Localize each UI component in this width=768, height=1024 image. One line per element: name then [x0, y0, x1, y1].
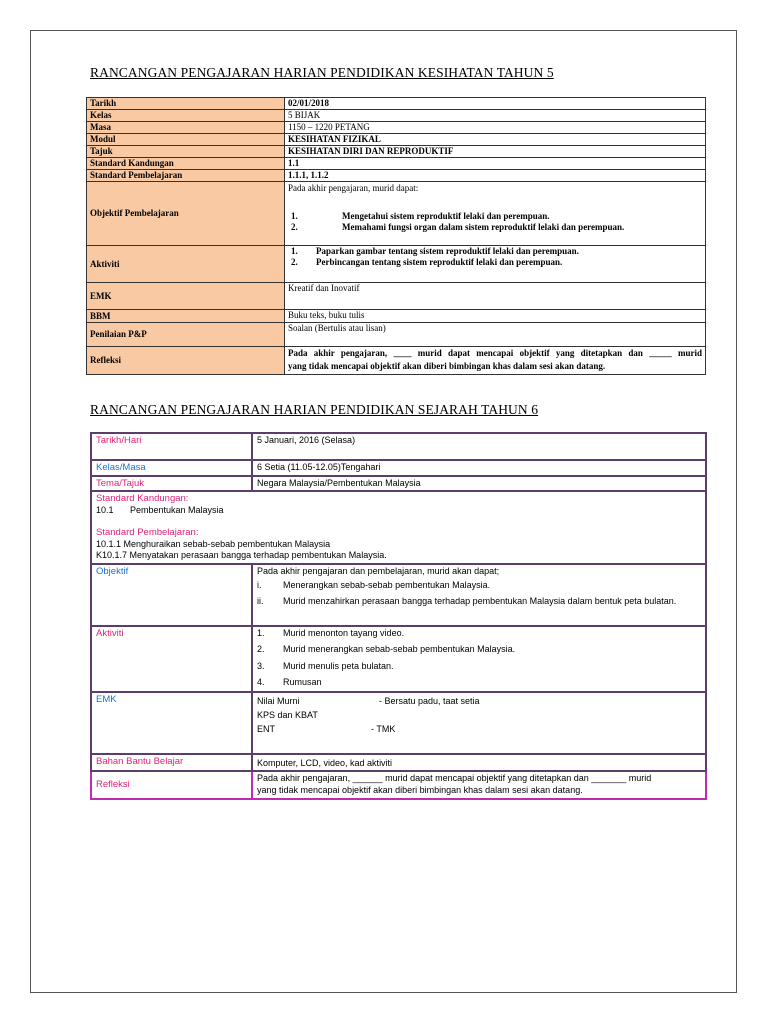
table-row [87, 110, 706, 122]
bahan-bantu-belajar-value: Komputer, LCD, video, kad aktiviti [252, 754, 706, 772]
list-item [257, 596, 701, 608]
nilai-murni-line [257, 694, 701, 708]
tarikh-hari-value: 5 Januari, 2016 (Selasa) [252, 433, 706, 460]
bbm-value: Buku teks, buku tulis [285, 310, 706, 323]
refleksi-line-1: Pada akhir pengajaran, ______ murid dapat mencapai objektif yang ditetapkan dan _______ murid [257, 773, 652, 783]
standard-kandungan-value [96, 505, 701, 517]
list-item [288, 246, 702, 257]
ent-value: - TMK [371, 723, 396, 734]
objektif-intro: Pada akhir pengajaran dan pembelajaran, murid akan dapat; [257, 565, 500, 576]
refleksi-line-2: yang tidak mencapai objektif akan diberi bimbingan khas dalam sesi akan datang. [288, 361, 606, 371]
list-text: Murid menonton tayang video. [283, 627, 405, 638]
list-number: 1. [257, 627, 265, 638]
table-row [87, 146, 706, 158]
list-item [257, 644, 701, 656]
table-row [91, 564, 706, 626]
emk-label: EMK [87, 283, 285, 310]
refleksi-value [285, 347, 706, 375]
refleksi-label: Refleksi [91, 771, 252, 799]
emk-value: Kreatif dan Inovatif [285, 283, 706, 310]
standard-kandungan-label: Standard Kandungan: [96, 493, 189, 504]
list-item [288, 222, 702, 233]
objektif-value [285, 182, 706, 246]
aktiviti-list [257, 628, 701, 689]
standard-pembelajaran-label: Standard Pembelajaran: [96, 527, 199, 538]
list-number: 1. [291, 246, 298, 256]
aktiviti-value [285, 246, 706, 283]
objektif-label: Objektif Pembelajaran [87, 182, 285, 246]
penilaian-label: Penilaian P&P [87, 323, 285, 347]
list-number: 2. [257, 644, 265, 654]
list-text: Murid menulis peta bulatan. [283, 660, 394, 671]
table-row [91, 476, 706, 492]
list-number: i. [257, 580, 262, 590]
table-row [87, 283, 706, 310]
bbm-label: BBM [87, 310, 285, 323]
tarikh-value: 02/01/2018 [285, 98, 706, 110]
sejarah-table [90, 432, 707, 800]
list-item [257, 677, 701, 689]
refleksi-line-1: Pada akhir pengajaran, ____ murid dapat mencapai objektif yang ditetapkan dan _____ murid [288, 348, 702, 358]
modul-value: KESIHATAN FIZIKAL [285, 134, 706, 146]
table-row [91, 626, 706, 692]
list-number: 2. [291, 222, 298, 232]
refleksi-line-2: yang tidak mencapai objektif akan diberi bimbingan khas dalam sesi akan datang. [257, 784, 583, 795]
ent-label: ENT [257, 723, 275, 734]
refleksi-label: Refleksi [87, 347, 285, 375]
objektif-intro: Pada akhir pengajaran, murid dapat: [288, 183, 419, 193]
table-row [91, 692, 706, 754]
table-row [91, 754, 706, 772]
ent-line [257, 722, 701, 736]
aktiviti-value [252, 626, 706, 692]
kelas-value: 5 BIJAK [285, 110, 706, 122]
tajuk-value: KESIHATAN DIRI DAN REPRODUKTIF [285, 146, 706, 158]
list-text: Mengetahui sistem reproduktif lelaki dan perempuan. [342, 211, 550, 221]
list-number: 2. [291, 257, 298, 267]
kps-kbat: KPS dan KBAT [257, 709, 318, 720]
list-item [257, 661, 701, 673]
tema-tajuk-label: Tema/Tajuk [91, 476, 252, 492]
list-item [288, 211, 702, 222]
table-row [87, 122, 706, 134]
table-row [87, 310, 706, 323]
table-row [87, 246, 706, 283]
refleksi-value [252, 771, 706, 799]
list-number: 1. [291, 211, 298, 221]
objektif-list [288, 211, 702, 233]
list-item [257, 628, 701, 640]
standard-cell [91, 491, 706, 564]
penilaian-value: Soalan (Bertulis atau lisan) [285, 323, 706, 347]
aktiviti-label: Aktiviti [91, 626, 252, 692]
tajuk-label: Tajuk [87, 146, 285, 158]
tarikh-label: Tarikh [87, 98, 285, 110]
standard-pembelajaran-value: 1.1.1, 1.1.2 [285, 170, 706, 182]
bahan-bantu-belajar-label: Bahan Bantu Belajar [91, 754, 252, 772]
list-number: ii. [257, 595, 264, 606]
standard-kandungan-value: 1.1 [285, 158, 706, 170]
table-row [91, 433, 706, 460]
kesihatan-table [86, 97, 706, 375]
kelas-label: Kelas [87, 110, 285, 122]
list-text: Murid menerangkan sebab-sebab pembentukan Malaysia. [283, 644, 516, 654]
list-text: Perbincangan tentang sistem reproduktif lelaki dan perempuan. [316, 257, 563, 267]
objektif-label: Objektif [91, 564, 252, 626]
list-text: Rumusan [283, 677, 322, 687]
table-row [87, 182, 706, 246]
table-row [91, 771, 706, 799]
kelas-masa-value: 6 Setia (11.05-12.05)Tengahari [252, 460, 706, 476]
masa-label: Masa [87, 122, 285, 134]
standard-pembelajaran-line-2: K10.1.7 Menyatakan perasaan bangga terhadap pembentukan Malaysia. [96, 550, 387, 560]
standard-kandungan-label: Standard Kandungan [87, 158, 285, 170]
table-row [87, 323, 706, 347]
list-text: Menerangkan sebab-sebab pembentukan Malaysia. [283, 580, 491, 590]
table-row [87, 98, 706, 110]
emk-value [252, 692, 706, 754]
list-number: 3. [257, 660, 265, 671]
table-row [87, 134, 706, 146]
sejarah-title: RANCANGAN PENGAJARAN HARIAN PENDIDIKAN SEJARAH TAHUN 6 [90, 402, 539, 417]
emk-label: EMK [91, 692, 252, 754]
standard-pembelajaran-label: Standard Pembelajaran [87, 170, 285, 182]
aktiviti-list [288, 246, 702, 268]
objektif-list [257, 580, 701, 607]
table-row [91, 460, 706, 476]
kesihatan-title: RANCANGAN PENGAJARAN HARIAN PENDIDIKAN KESIHATAN TAHUN 5 [90, 65, 554, 80]
table-row [91, 491, 706, 564]
modul-label: Modul [87, 134, 285, 146]
list-item [288, 257, 702, 268]
objektif-value [252, 564, 706, 626]
aktiviti-label: Aktiviti [87, 246, 285, 283]
nilai-murni-label: Nilai Murni [257, 695, 300, 706]
list-text: Memahami fungsi organ dalam sistem reproduktif lelaki dan perempuan. [342, 222, 625, 232]
masa-value: 1150 – 1220 PETANG [285, 122, 706, 134]
list-item [257, 580, 701, 592]
table-row [87, 170, 706, 182]
kelas-masa-label: Kelas/Masa [91, 460, 252, 476]
tema-tajuk-value: Negara Malaysia/Pembentukan Malaysia [252, 476, 706, 492]
standard-kandungan-code: 10.1 [96, 504, 114, 515]
standard-kandungan-text: Pembentukan Malaysia [130, 504, 224, 515]
nilai-murni-value: - Bersatu padu, taat setia [379, 695, 480, 706]
standard-pembelajaran-line-1: 10.1.1 Menghuraikan sebab-sebab pembentukan Malaysia [96, 538, 331, 549]
tarikh-hari-label: Tarikh/Hari [91, 433, 252, 460]
list-number: 4. [257, 677, 265, 687]
table-row [87, 158, 706, 170]
list-text: Paparkan gambar tentang sistem reproduktif lelaki dan perempuan. [316, 246, 579, 256]
list-text: Murid menzahirkan perasaan bangga terhadap pembentukan Malaysia dalam bentuk peta bulatan. [283, 595, 677, 606]
table-row [87, 347, 706, 375]
